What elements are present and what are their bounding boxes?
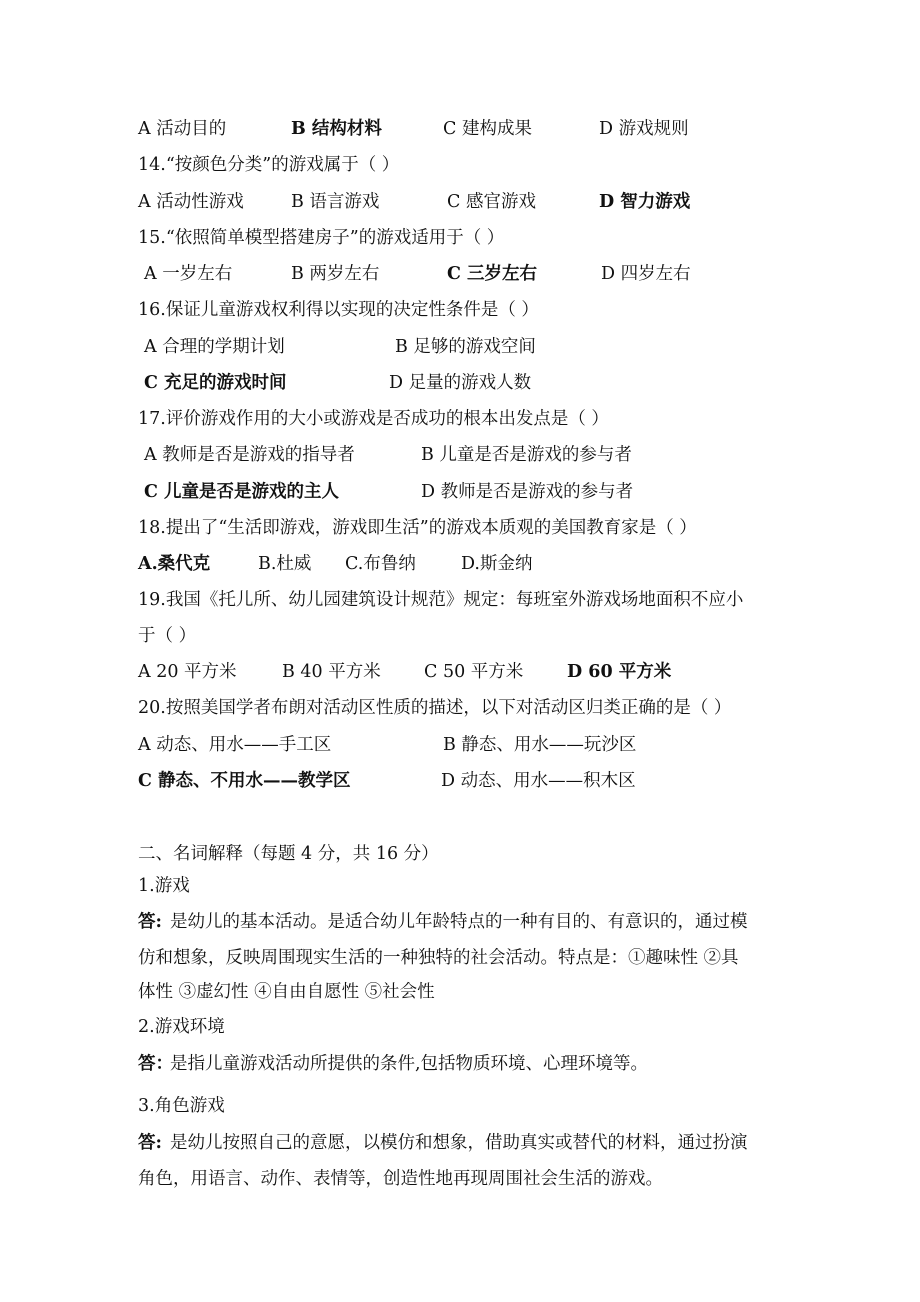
q14-option-c: C 感官游戏 — [447, 192, 536, 212]
q14-option-d: D 智力游戏 — [599, 192, 691, 212]
q18-option-c: C.布鲁纳 — [345, 554, 416, 574]
q16-option-b: B 足够的游戏空间 — [395, 337, 536, 357]
document-page: A 活动目的 B 结构材料 C 建构成果 D 游戏规则 14.“按颜色分类”的游戏属于（ ） A 活动性游戏 B 语言游戏 C 感官游戏 D 智力游戏 15.“依照简单模型搭建房子”的游戏适用于（ ） A 一岁左右 B 两岁左右 C 三岁左右 D 四岁左右 16.保证儿童游戏权利得以实现的决定性条件是（ ） A 合理的学期计划 B 足够的游戏空间 C 充足的游戏时间 D 足量的游戏人数 17.评价游戏作用的大小或游戏是否成功的根本出发点是（ ） A 教师是否是游戏的指导者 B 儿童是否是游戏的参与者 C 儿童是否是游戏的主人 D 教师是否是游戏的参与者 18.提出了“生活即游戏，游戏即生活”的游戏本质观的美国教育家是（ ） A.桑代克 B.杜威 C.布鲁纳 D.斯金纳 19.我国《托儿所、幼儿园建筑设计规范》规定：每班室外游戏场地面积不应小 于（ ） A 20 平方米 B 40 平方米 C 50 平方米 D 60 平方米 20.按照美国学者布朗对活动区性质的描述，以下对活动区归类正确的是（ ） A 动态、用水——手工区 B 静态、用水——玩沙区 C 静态、不用水——教学区 D 动态、用水——积木区 二、名词解释（每题 4 分，共 16 分） 1.游戏 答: 是幼儿的基本活动。是适合幼儿年龄特点的一种有目的、有意识的，通过模 仿和想象，反映周围现实生活的一种独特的社会活动。特点是：①趣味性 ②具 体性 ③虚幻性 ④自由自愿性 ⑤社会性 2.游戏环境 答： 是指儿童游戏活动所提供的条件,包括物质环境、心理环境等。 3.角色游戏 答: 是幼儿按照自己的意愿，以模仿和想象，借助真实或替代的材料，通过扮演 角色，用语言、动作、表情等，创造性地再现周围社会生活的游戏。 — [0, 0, 920, 1302]
q18-option-d: D.斯金纳 — [461, 554, 533, 574]
q20-option-c: C 静态、不用水——教学区 — [138, 771, 351, 791]
q16-option-a: A 合理的学期计划 — [144, 337, 285, 357]
q13-option-b: B 结构材料 — [291, 119, 382, 139]
q19-option-c: C 50 平方米 — [424, 662, 524, 682]
q13-option-c: C 建构成果 — [443, 119, 532, 139]
q20-option-a: A 动态、用水——手工区 — [138, 735, 332, 755]
q17-option-a: A 教师是否是游戏的指导者 — [144, 445, 355, 465]
q13-option-a: A 活动目的 — [138, 119, 227, 139]
q17-option-d: D 教师是否是游戏的参与者 — [421, 482, 634, 502]
answer-label: 答: — [138, 1133, 162, 1153]
q14-option-b: B 语言游戏 — [291, 192, 380, 212]
q16-option-c: C 充足的游戏时间 — [144, 373, 287, 393]
q14-option-a: A 活动性游戏 — [138, 192, 244, 212]
q13-option-d: D 游戏规则 — [599, 119, 689, 139]
q20-option-b: B 静态、用水——玩沙区 — [443, 735, 637, 755]
q19-option-a: A 20 平方米 — [138, 662, 237, 682]
q20-option-d: D 动态、用水——积木区 — [441, 771, 636, 791]
q16-option-d: D 足量的游戏人数 — [389, 373, 532, 393]
q19-option-b: B 40 平方米 — [282, 662, 381, 682]
q15-option-c: C 三岁左右 — [447, 264, 538, 284]
q19-option-d: D 60 平方米 — [567, 662, 672, 682]
answer-label: 答: — [138, 912, 162, 932]
q18-option-a: A.桑代克 — [138, 554, 211, 574]
q15-option-a: A 一岁左右 — [144, 264, 233, 284]
q18-option-b: B.杜威 — [258, 554, 312, 574]
q15-option-b: B 两岁左右 — [291, 264, 380, 284]
q15-option-d: D 四岁左右 — [601, 264, 691, 284]
q17-option-c: C 儿童是否是游戏的主人 — [144, 482, 340, 502]
q17-option-b: B 儿童是否是游戏的参与者 — [421, 445, 632, 465]
answer-label: 答： — [138, 1054, 173, 1074]
